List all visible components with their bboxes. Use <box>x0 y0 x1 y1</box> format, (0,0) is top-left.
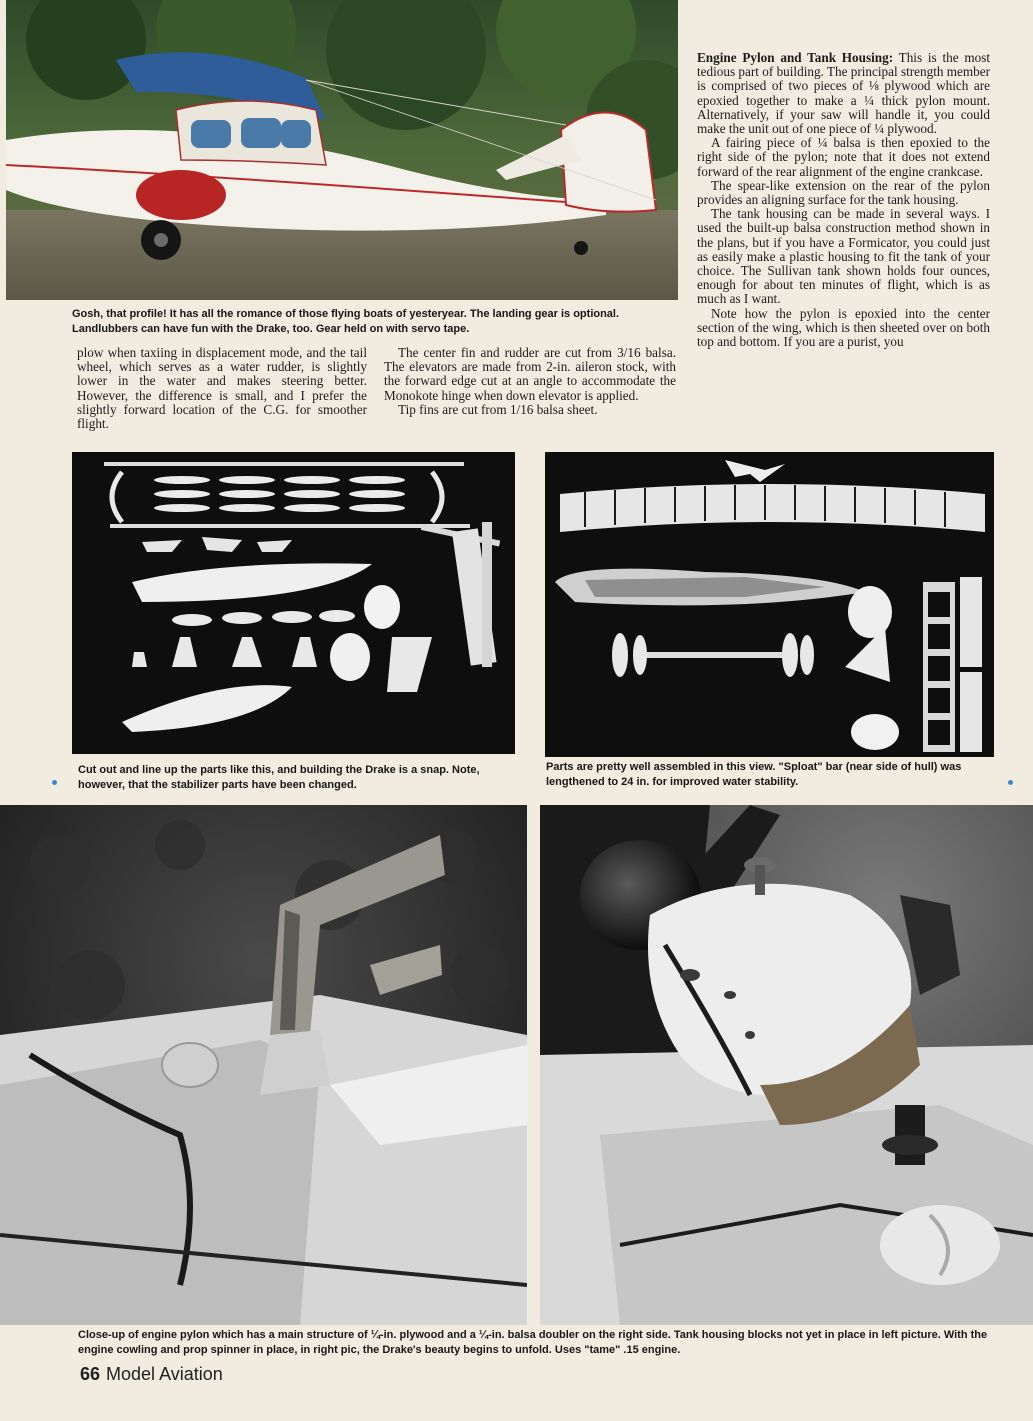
right-col-para-5: Note how the pylon is epoxied into the center section of the wing, which is then sheeted over on both top and bottom. If you are a purist, you <box>697 305 990 350</box>
parts-right-caption: Parts are pretty well assembled in this view. "Sploat" bar (near side of hull) was lengthened to 24 in. for improved water stability. <box>546 761 962 788</box>
page-footer <box>80 1364 223 1385</box>
engine-cowling-photo <box>540 805 1033 1325</box>
parts-photo-left <box>72 452 515 754</box>
right-col-para-4: The tank housing can be made in several ways. I used the built-up balsa construction method shown in the plans, but if you have a Formicator, you could just as easily make a plastic housing to fit the tank of your choice. The Sullivan tank shown holds four ounces, enough for about ten minutes of flight, which is as much as I want. <box>697 206 990 307</box>
parts-photo-right <box>545 452 994 757</box>
bottom-photos-caption: Close-up of engine pylon which has a main structure of ¼-in. plywood and a ¼-in. balsa doubler on the right side. Tank housing blocks not yet in place in left picture. With the engine cowling and prop spinner in place, in right pic, the Drake's beauty begins to unfold. Uses "tame" .15 engine. <box>78 1329 988 1356</box>
blue-mark-left <box>52 780 57 785</box>
pylon-closeup-photo <box>0 805 527 1325</box>
top-photo-caption: Gosh, that profile! It has all the romance of those flying boats of yesteryear. The landing gear is optional. Landlubbers can have fun with the Drake, too. Gear held on with servo tape. <box>72 308 620 335</box>
article-middle-column <box>384 346 676 417</box>
mid-col-para-1: The center fin and rudder are cut from 3/16 balsa. The elevators are made from 2-in. aileron stock, with the forward edge cut at an angle to accommodate the Monokote hinge when down elevator is applied. <box>384 345 676 403</box>
article-right-column <box>697 51 990 349</box>
section-heading: Engine Pylon and Tank Housing: <box>697 50 894 65</box>
right-col-para-1: Engine Pylon and Tank Housing: This is the most tedious part of building. The principal strength member is comprised of two pieces of ⅛ plywood which are epoxied together to make a ¼ thick pylon mount. Alternatively, if your saw will handle it, you could make the unit out of one piece of ¼ plywood. <box>697 50 990 137</box>
mid-col-para-2: Tip fins are cut from 1/16 balsa sheet. <box>398 401 598 417</box>
page-number: 66 <box>80 1364 101 1384</box>
blue-mark-right <box>1008 780 1013 785</box>
right-col-para-3: The spear-like extension on the rear of the pylon provides an aligning surface for the tank housing. <box>697 177 990 208</box>
article-left-column <box>77 346 367 431</box>
right-col-para-2: A fairing piece of ¼ balsa is then epoxied to the right side of the pylon; note that it does not extend forward of the rear alignment of the engine crankcase. <box>697 135 990 179</box>
left-col-para: plow when taxiing in displacement mode, and the tail wheel, which serves as a water rudder, is slightly lower in the water and makes steering better. However, the difference is small, and I prefer the slightly forward location of the C.G. for smoother flight. <box>77 345 367 432</box>
top-photo-seaplane <box>6 0 678 300</box>
magazine-title: Model Aviation <box>106 1364 223 1384</box>
parts-left-caption: Cut out and line up the parts like this, and building the Drake is a snap. Note, however, that the stabilizer parts have been changed. <box>78 764 480 791</box>
